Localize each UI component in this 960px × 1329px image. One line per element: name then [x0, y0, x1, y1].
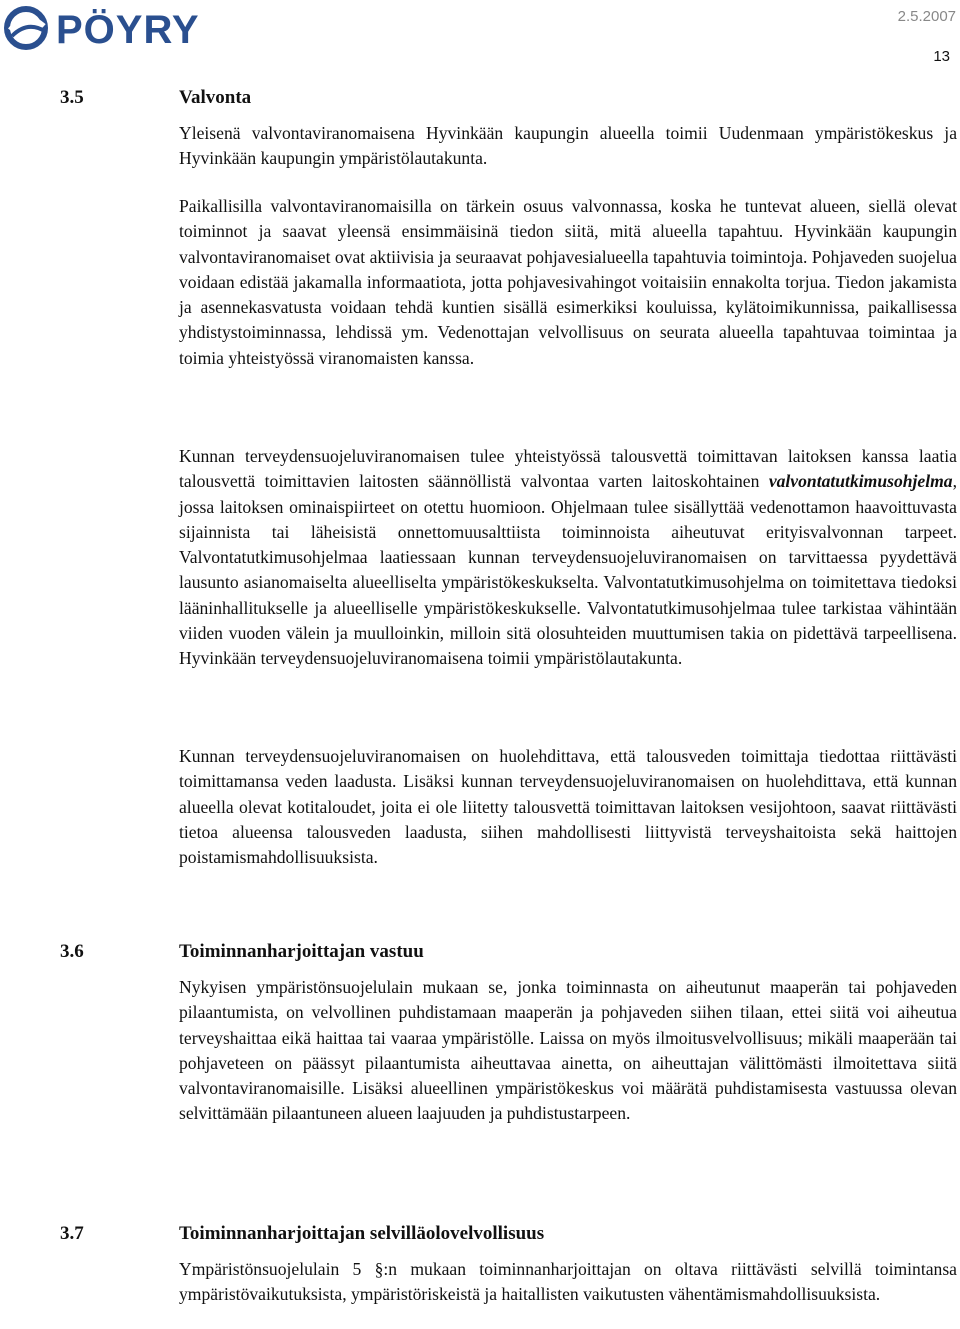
section-number: 3.5: [60, 87, 84, 108]
section-heading-3-6: [60, 940, 940, 964]
paragraph: Paikallisilla valvontaviranomaisilla on tärkein osuus valvonnassa, koska he tuntevat alueen, siellä olevat toiminnot ja saavat yleensä ensimmäisinä tiedon siitä, mitä alueella tapahtuu. Hyvinkään kaupungin valvontaviranomaiset ovat aktiivisia ja seuraavat pohjavesialueella tapahtuvia toimintoja. Pohjaveden suojelua voidaan edistää jakamalla informaatiota, jotta pohjavesivahingot voitaisiin ennakolta torjua. Tiedon jakamista ja asennekasvatusta voidaan tehdä kuntien sisällä esimerkiksi kouluissa, kylätoimikunnissa, paikallisessa yhdistystoiminnassa, lehdissä ym. Vedenottajan velvollisuus on seurata alueella tapahtuvaa toimintaa ja toimia yhteistyössä viranomaisten kanssa.: [179, 196, 957, 368]
section-number: 3.7: [60, 1223, 84, 1244]
section-heading-3-7: [60, 1222, 940, 1246]
section-title: Toiminnanharjoittajan selvilläolovelvollisuus: [179, 1223, 545, 1244]
paragraph: Yleisenä valvontaviranomaisena Hyvinkään kaupungin alueella toimii Uudenmaan ympäristökeskus ja Hyvinkään kaupungin ympäristölautakunta.: [179, 123, 957, 169]
page-header: [0, 0, 960, 70]
company-logo: [4, 6, 244, 50]
emphasized-term: valvontatutkimusohjelma: [768, 471, 953, 492]
logo-text: PÖYRY: [56, 8, 200, 52]
section-number: 3.6: [60, 941, 84, 962]
paragraph: Ympäristönsuojelulain 5 §:n mukaan toiminnanharjoittajan on oltava riittävästi selvillä toimintansa ympäristövaikutuksista, ympäristöriskeistä ja haitallisten vaikutusten vähentämismahdollisuuksista.: [179, 1259, 957, 1305]
paragraph-text: , jossa laitoksen ominaispiirteet on otettu huomioon. Ohjelmaan tulee sisällyttää vedenottamon haavoittuvasta sijainnista tai läheisistä onnettomuusalttiista toiminnoista aiheutuvat erityisvalvonnan tarpeet. Valvontatutkimusohjelmaa laatiessaan kunnan terveydensuojeluviranomaisen on tarvittaessa pyydettävä lausunto asianomaiselta alueelliselta ympäristökeskukselta. Valvontatutkimusohjelma on toimitettava tiedoksi lääninhallitukselle ja alueelliselle ympäristökeskukselle. Valvontatutkimusohjelmaa tulee tarkistaa vähintään viiden vuoden välein ja muulloinkin, milloin sitä olosuhteiden muuttumisen takia on pidettävä tarpeellisena. Hyvinkään terveydensuojeluviranomaisena toimii ympäristölautakunta.: [179, 471, 957, 669]
paragraph: [179, 444, 957, 672]
paragraph: Kunnan terveydensuojeluviranomaisen on huolehdittava, että talousveden toimittaja tiedottaa riittävästi toimittamansa veden laadusta. Lisäksi kunnan terveydensuojeluviranomaisen on huolehdittava, että kunnan alueella olevat kotitaloudet, joita ei ole liitetty talousvettä toimittavan laitoksen vesijohtoon, saavat riittävästi tietoa alueensa talousveden laadusta, siihen mahdollisesti liittyvistä terveyshaitoista sekä haittojen poistamismahdollisuuksista.: [179, 746, 957, 868]
section-title: Toiminnanharjoittajan vastuu: [179, 941, 424, 962]
poyry-swirl-logo-icon: [4, 6, 52, 50]
paragraph: Nykyisen ympäristönsuojelulain mukaan se, jonka toiminnasta on aiheutunut maaperän tai pohjaveden pilaantumista, on velvollinen puhdistamaan maaperän ja pohjaveden siihen tilaan, ettei siitä voi aiheutua terveyshaittaa eikä haittaa tai vaaraa ympäristölle. Laissa on myös ilmoitusvelvollisuus; mikäli maaperään tai pohjaveteen on päässyt pilaantumista aiheuttavaa ainetta, on aiheuttajan välittömästi ilmoitettava siitä valvontaviranomaisille. Lisäksi alueellinen ympäristökeskus voi määrätä puhdistamisesta vastuussa olevan selvittämään pilaantuneen alueen laajuuden ja puhdistustarpeen.: [179, 977, 957, 1124]
section-title: Valvonta: [179, 87, 252, 108]
document-date: 2.5.2007: [897, 8, 956, 25]
section-heading-3-5: [60, 86, 940, 110]
page-number: 13: [933, 48, 950, 65]
paragraph-text: Kunnan terveydensuojeluviranomaisen tulee yhteistyössä talousvettä toimittavan laitoksen kanssa laatia talousvettä toimittavien laitosten säännöllistä valvontaa varten laitoskohtainen: [179, 446, 957, 492]
